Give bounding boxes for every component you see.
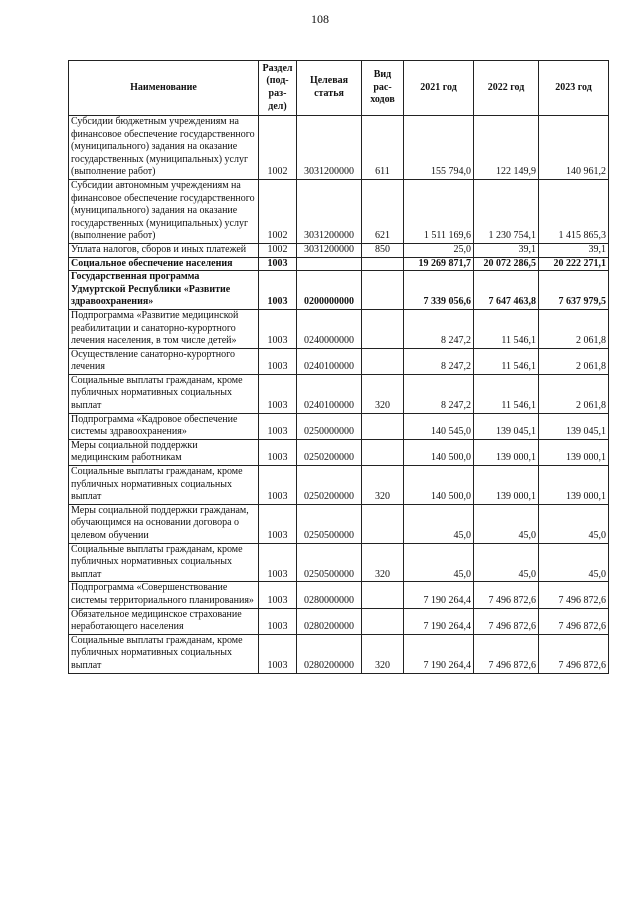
cell-kind: [362, 413, 404, 439]
cell-2022: 45,0: [474, 504, 539, 543]
cell-2022: 39,1: [474, 243, 539, 257]
cell-name: Подпрограмма «Развитие медицинской реабилитации и санаторно-курортного лечения населения, в том числе детей»: [69, 309, 259, 348]
cell-2023: 1 415 865,3: [539, 179, 609, 243]
cell-section: 1003: [259, 309, 297, 348]
cell-target: 0200000000: [297, 271, 362, 310]
cell-2023: 7 496 872,6: [539, 608, 609, 634]
cell-name: Социальные выплаты гражданам, кроме публичных нормативных социальных выплат: [69, 543, 259, 582]
cell-name: Подпрограмма «Совершенствование системы территориального планирования»: [69, 582, 259, 608]
cell-kind: 320: [362, 634, 404, 673]
cell-target: 0240000000: [297, 309, 362, 348]
cell-target: 0240100000: [297, 374, 362, 413]
cell-section: 1003: [259, 504, 297, 543]
cell-2021: 7 190 264,4: [404, 634, 474, 673]
cell-section: 1003: [259, 439, 297, 465]
cell-2021: 140 500,0: [404, 466, 474, 505]
cell-section: 1003: [259, 413, 297, 439]
cell-2022: 139 000,1: [474, 466, 539, 505]
cell-kind: [362, 348, 404, 374]
cell-section: 1003: [259, 543, 297, 582]
cell-name: Социальные выплаты гражданам, кроме публичных нормативных социальных выплат: [69, 634, 259, 673]
cell-2023: 45,0: [539, 504, 609, 543]
cell-2023: 7 496 872,6: [539, 634, 609, 673]
table-row: [69, 374, 609, 413]
cell-target: 3031200000: [297, 243, 362, 257]
col-header-target: Целевая статья: [297, 61, 362, 116]
cell-2022: 20 072 286,5: [474, 257, 539, 271]
cell-2023: 2 061,8: [539, 374, 609, 413]
cell-2021: 8 247,2: [404, 374, 474, 413]
cell-2021: 19 269 871,7: [404, 257, 474, 271]
cell-2022: 1 230 754,1: [474, 179, 539, 243]
cell-kind: 850: [362, 243, 404, 257]
cell-target: 0250200000: [297, 466, 362, 505]
cell-kind: 320: [362, 543, 404, 582]
cell-kind: [362, 582, 404, 608]
cell-2023: 140 961,2: [539, 116, 609, 180]
cell-kind: 320: [362, 374, 404, 413]
cell-kind: [362, 504, 404, 543]
cell-2023: 39,1: [539, 243, 609, 257]
cell-kind: [362, 309, 404, 348]
cell-target: 0250200000: [297, 439, 362, 465]
col-header-name: Наименование: [69, 61, 259, 116]
cell-section: 1003: [259, 466, 297, 505]
cell-kind: 320: [362, 466, 404, 505]
col-header-2023: 2023 год: [539, 61, 609, 116]
cell-2023: 2 061,8: [539, 309, 609, 348]
cell-name: Социальные выплаты гражданам, кроме публичных нормативных социальных выплат: [69, 374, 259, 413]
table-row: [69, 582, 609, 608]
cell-kind: [362, 439, 404, 465]
cell-target: [297, 257, 362, 271]
cell-target: 0240100000: [297, 348, 362, 374]
cell-2023: 139 000,1: [539, 439, 609, 465]
cell-2021: 140 545,0: [404, 413, 474, 439]
cell-name: Субсидии бюджетным учреждениям на финансовое обеспечение государственного (муниципального) задания на оказание государственных (муниципальных) услуг (выполнение работ): [69, 116, 259, 180]
cell-2023: 20 222 271,1: [539, 257, 609, 271]
cell-2021: 45,0: [404, 543, 474, 582]
cell-2022: 11 546,1: [474, 348, 539, 374]
table-row: [69, 634, 609, 673]
table-row: [69, 309, 609, 348]
cell-2022: 45,0: [474, 543, 539, 582]
table-row: [69, 271, 609, 310]
cell-name: Субсидии автономным учреждениям на финансовое обеспечение государственного (муниципального) задания на оказание государственных (муниципальных) услуг (выполнение работ): [69, 179, 259, 243]
cell-name: Социальное обеспечение населения: [69, 257, 259, 271]
cell-2021: 7 190 264,4: [404, 608, 474, 634]
cell-section: 1003: [259, 608, 297, 634]
cell-target: 3031200000: [297, 179, 362, 243]
cell-name: Обязательное медицинское страхование неработающего населения: [69, 608, 259, 634]
cell-2022: 7 496 872,6: [474, 608, 539, 634]
cell-2022: 11 546,1: [474, 374, 539, 413]
cell-2022: 11 546,1: [474, 309, 539, 348]
cell-section: 1003: [259, 271, 297, 310]
cell-kind: 611: [362, 116, 404, 180]
cell-2021: 7 339 056,6: [404, 271, 474, 310]
cell-name: Осуществление санаторно-курортного лечения: [69, 348, 259, 374]
cell-section: 1003: [259, 348, 297, 374]
table-row: [69, 179, 609, 243]
cell-name: Уплата налогов, сборов и иных платежей: [69, 243, 259, 257]
cell-2023: 139 000,1: [539, 466, 609, 505]
cell-2023: 7 496 872,6: [539, 582, 609, 608]
cell-2021: 8 247,2: [404, 309, 474, 348]
table-header-row: [69, 61, 609, 116]
col-header-section: Раздел (под-раз-дел): [259, 61, 297, 116]
col-header-2021: 2021 год: [404, 61, 474, 116]
cell-kind: [362, 257, 404, 271]
col-header-2022: 2022 год: [474, 61, 539, 116]
cell-target: 0280200000: [297, 634, 362, 673]
cell-target: 0280000000: [297, 582, 362, 608]
cell-name: Меры социальной поддержки медицинским работникам: [69, 439, 259, 465]
cell-target: 0250500000: [297, 543, 362, 582]
cell-target: 0280200000: [297, 608, 362, 634]
cell-section: 1002: [259, 116, 297, 180]
table-row: [69, 257, 609, 271]
cell-target: 3031200000: [297, 116, 362, 180]
table-row: [69, 543, 609, 582]
cell-kind: 621: [362, 179, 404, 243]
cell-name: Подпрограмма «Кадровое обеспечение системы здравоохранения»: [69, 413, 259, 439]
table-row: [69, 243, 609, 257]
table-row: [69, 608, 609, 634]
cell-2023: 139 045,1: [539, 413, 609, 439]
table-row: [69, 466, 609, 505]
cell-2022: 7 647 463,8: [474, 271, 539, 310]
cell-section: 1003: [259, 257, 297, 271]
cell-name: Государственная программа Удмуртской Республики «Развитие здравоохранения»: [69, 271, 259, 310]
cell-2023: 7 637 979,5: [539, 271, 609, 310]
cell-name: Меры социальной поддержки гражданам, обучающимся на основании договора о целевом обучении: [69, 504, 259, 543]
cell-2022: 139 000,1: [474, 439, 539, 465]
cell-2022: 7 496 872,6: [474, 582, 539, 608]
cell-2022: 7 496 872,6: [474, 634, 539, 673]
cell-section: 1003: [259, 374, 297, 413]
cell-kind: [362, 608, 404, 634]
budget-table: [68, 60, 609, 674]
cell-target: 0250500000: [297, 504, 362, 543]
table-row: [69, 439, 609, 465]
cell-2023: 45,0: [539, 543, 609, 582]
cell-section: 1003: [259, 582, 297, 608]
cell-2021: 25,0: [404, 243, 474, 257]
cell-name: Социальные выплаты гражданам, кроме публичных нормативных социальных выплат: [69, 466, 259, 505]
cell-2021: 155 794,0: [404, 116, 474, 180]
cell-2022: 122 149,9: [474, 116, 539, 180]
cell-section: 1003: [259, 634, 297, 673]
cell-target: 0250000000: [297, 413, 362, 439]
table-row: [69, 348, 609, 374]
table-row: [69, 116, 609, 180]
cell-2021: 45,0: [404, 504, 474, 543]
cell-2021: 140 500,0: [404, 439, 474, 465]
cell-2021: 1 511 169,6: [404, 179, 474, 243]
cell-2021: 8 247,2: [404, 348, 474, 374]
table-row: [69, 413, 609, 439]
cell-2022: 139 045,1: [474, 413, 539, 439]
page-number: 108: [311, 12, 329, 26]
table-row: [69, 504, 609, 543]
cell-2021: 7 190 264,4: [404, 582, 474, 608]
cell-section: 1002: [259, 179, 297, 243]
cell-section: 1002: [259, 243, 297, 257]
cell-kind: [362, 271, 404, 310]
col-header-kind: Вид рас-ходов: [362, 61, 404, 116]
cell-2023: 2 061,8: [539, 348, 609, 374]
